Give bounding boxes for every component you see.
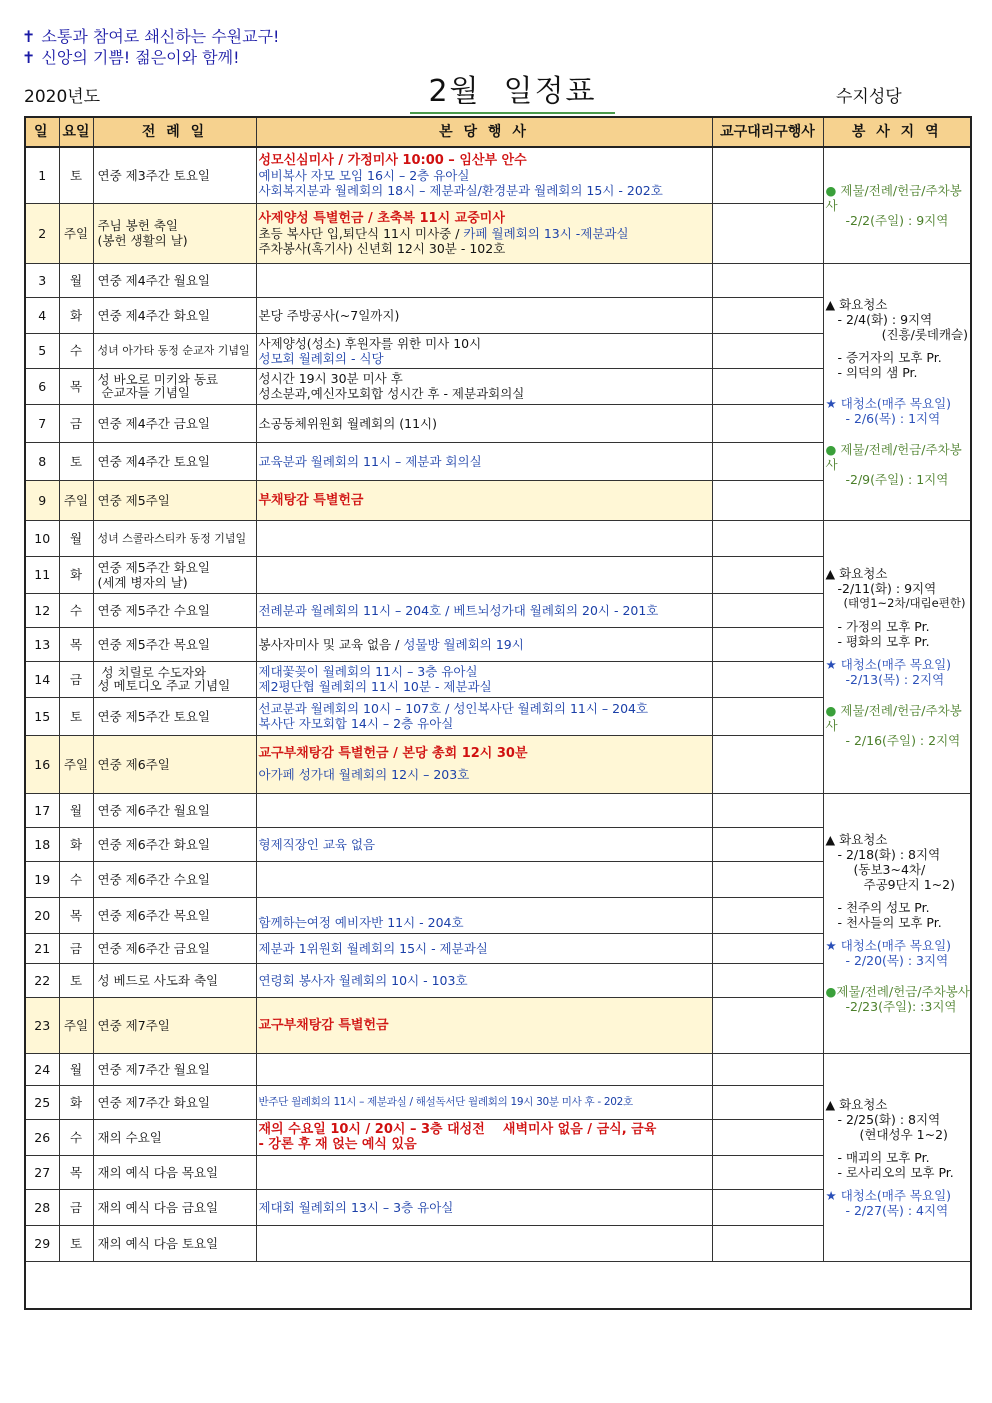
table-row: 26 수 재의 수요일 재의 수요일 10시 / 20시 – 3층 대성전 새벽미사 없음 / 금식, 금육 - 강론 후 재 얹는 예식 있음 (25, 1119, 971, 1155)
table-row: 14 금 성 치릴로 수도자와 성 메토디오 주교 기념일 제대꽃꽂이 월례회의 11시 – 3층 유아실 제2평단협 월례회의 11시 10분 - 제분과실 (25, 661, 971, 697)
table-row: 13 목 연중 제5주간 목요일 봉사자미사 및 교육 없음 / 성물방 월례회의 19시 (25, 627, 971, 661)
star-icon: ★ (825, 395, 837, 411)
vicar-cell (712, 203, 823, 263)
table-row: 23 주일 연중 제7주일 교구부채탕감 특별헌금 (25, 997, 971, 1053)
col-header-events: 본 당 행 사 (256, 117, 712, 147)
schedule-table (24, 116, 972, 1310)
events-cell (256, 147, 712, 203)
event-line: 성모신심미사 / 가정미사 10:00 – 임산부 안수 (258, 152, 527, 168)
col-header-vicar: 교구대리구행사 (712, 117, 823, 147)
green-circle-icon: ● (825, 182, 837, 198)
table-row: 19 수 연중 제6주간 수요일 (25, 861, 971, 897)
weekday-cell: 주일 (59, 203, 93, 263)
table-row: 28 금 재의 예식 다음 금요일 제대회 월례회의 13시 – 3층 유아실 (25, 1189, 971, 1225)
slogans (22, 26, 279, 68)
table-row: 5 수 성녀 아가타 동정 순교자 기념일 사제양성(성소) 후원자를 위한 미사 10시 성모회 월례회의 - 식당 (25, 333, 971, 368)
col-header-area: 봉 사 지 역 (823, 117, 971, 147)
star-icon: ★ (825, 656, 837, 672)
slogan-line-2: ✝ 신앙의 기쁨! 젊은이와 함께! (22, 48, 240, 67)
vicar-cell (712, 147, 823, 203)
table-row: 3 월 연중 제4주간 월요일 ▲ 화요청소 - 2/4(화) : 9지역 (진흥/롯데캐슬) - 증거자의 모후 Pr. - 의덕의 샘 Pr. ★ 대청소(매주 목요일) - 2/6(목) : 1지역 ● 제물/전례/헌금/주차봉사 -2/9(주일) : 1지역 (25, 263, 971, 297)
table-row (25, 147, 971, 203)
triangle-icon: ▲ (825, 296, 836, 312)
slogan-line-1: ✝ 소통과 참여로 쇄신하는 수원교구! (22, 27, 280, 46)
table-header-row (25, 117, 971, 147)
service-area-cell: ▲ 화요청소 - 2/18(화) : 8지역 (동보3~4차/ 주공9단지 1~2) - 천주의 성모 Pr. - 천사들의 모후 Pr. ★ 대청소(매주 목요일) - 2/20(목) : 3지역 ●제물/전례/헌금/주차봉사 -2/23(주일): :3지역 (823, 793, 971, 1053)
table-row: 21 금 연중 제6주간 금요일 제분과 1위원회 월례회의 15시 - 제분과실 (25, 933, 971, 963)
liturgy-cell: 연중 제3주간 토요일 (93, 147, 256, 203)
star-icon: ★ (825, 1187, 837, 1203)
table-row: 10 월 성녀 스콜라스티카 동정 기념일 ▲ 화요청소 -2/11(화) : 9지역 (태영1~2차/대림e편한) - 가정의 모후 Pr. - 평화의 모후 Pr. ★ 대청소(매주 목요일) -2/13(목) : 2지역 ● 제물/전례/헌금/주차봉사 - 2/16(주일) : 2지역 (25, 520, 971, 556)
cross-icon: ✝ (22, 27, 36, 46)
event-line: 초등 복사단 입,퇴단식 11시 미사중 / 카페 월례회의 13시 -제분과실 (258, 225, 629, 241)
table-row: 27 목 재의 예식 다음 목요일 (25, 1155, 971, 1189)
col-header-liturgy: 전 례 일 (93, 117, 256, 147)
star-icon: ★ (825, 938, 837, 953)
table-row: 18 화 연중 제6주간 화요일 형제직장인 교육 없음 (25, 827, 971, 861)
table-row: 7 금 연중 제4주간 금요일 소공동체위원회 월례회의 (11시) (25, 404, 971, 442)
green-circle-icon: ● (825, 984, 837, 999)
table-row: 4 화 연중 제4주간 화요일 본당 주방공사(~7일까지) (25, 297, 971, 333)
service-area-cell: ▲ 화요청소 - 2/25(화) : 8지역 (현대성우 1~2) - 매괴의 모후 Pr. - 로사리오의 모후 Pr. ★ 대청소(매주 목요일) - 2/27(목) : 4지역 (823, 1053, 971, 1261)
table-row: 22 토 성 베드로 사도좌 축일 연령회 봉사자 월례회의 10시 - 103호 (25, 963, 971, 997)
area-line: ▲ 화요청소 (825, 296, 888, 312)
cross-icon: ✝ (22, 48, 36, 67)
col-header-day: 일 (25, 117, 59, 147)
service-area-cell: ▲ 화요청소 - 2/4(화) : 9지역 (진흥/롯데캐슬) - 증거자의 모후 Pr. - 의덕의 샘 Pr. ★ 대청소(매주 목요일) - 2/6(목) : 1지역 ● 제물/전례/헌금/주차봉사 -2/9(주일) : 1지역 (823, 263, 971, 520)
event-line: 주차봉사(혹기사) 신년회 12시 30분 - 102호 (258, 240, 506, 256)
triangle-icon: ▲ (825, 565, 836, 581)
col-header-weekday: 요일 (59, 117, 93, 147)
table-row: 11 화 연중 제5주간 화요일 (세계 병자의 날) (25, 556, 971, 593)
table-row: 17 월 연중 제6주간 월요일 ▲ 화요청소 - 2/18(화) : 8지역 (동보3~4차/ 주공9단지 1~2) - 천주의 성모 Pr. - 천사들의 모후 Pr. ★ 대청소(매주 목요일) - 2/20(목) : 3지역 ●제물/전례/헌금/주차봉사 -2/23(주일): :3지역 (25, 793, 971, 827)
table-row: 16 주일 연중 제6주일 교구부채탕감 특별헌금 / 본당 총회 12시 30분 아가페 성가대 월례회의 12시 – 203호 (25, 735, 971, 793)
day-cell: 1 (25, 147, 59, 203)
area-line: -2/2(주일) : 9지역 (845, 212, 949, 228)
triangle-icon: ▲ (825, 1096, 836, 1112)
green-circle-icon: ● (825, 441, 837, 457)
area-line: ★ 대청소(매주 목요일) (825, 395, 952, 411)
table-row: 15 토 연중 제5주간 토요일 선교분과 월례회의 10시 – 107호 / 성인복사단 월례회의 11시 – 204호 복사단 자모회합 14시 – 2층 유아실 (25, 697, 971, 735)
day-cell: 2 (25, 203, 59, 263)
table-row: 9 주일 연중 제5주일 부채탕감 특별헌금 (25, 480, 971, 520)
green-circle-icon: ● (825, 702, 837, 718)
table-row: 8 토 연중 제4주간 토요일 교육분과 월례회의 11시 – 제분과 회의실 (25, 442, 971, 480)
liturgy-cell: 주님 봉헌 축일 (봉헌 생활의 날) (93, 203, 256, 263)
area-line: ● 제물/전례/헌금/주차봉사 (825, 182, 962, 213)
table-row: 24 월 연중 제7주간 월요일 ▲ 화요청소 - 2/25(화) : 8지역 (현대성우 1~2) - 매괴의 모후 Pr. - 로사리오의 모후 Pr. ★ 대청소(매주 목요일) - 2/27(목) : 4지역 (25, 1053, 971, 1085)
year-label: 2020년도 (24, 87, 101, 107)
table-row: 20 목 연중 제6주간 목요일 함께하는여정 예비자반 11시 - 204호 (25, 897, 971, 933)
parish-name: 수지성당 (836, 87, 902, 107)
table-footer-row (25, 1261, 971, 1309)
events-cell (256, 203, 712, 263)
table-row: 12 수 연중 제5주간 수요일 전례분과 월례회의 11시 – 204호 / 베트뇌성가대 월례회의 20시 - 201호 (25, 593, 971, 627)
page-title: 2월 일정표 (410, 66, 615, 114)
triangle-icon: ▲ (825, 832, 836, 847)
event-line: 사회복지분과 월례회의 18시 – 제분과실/환경분과 월례회의 15시 - 202호 (258, 182, 663, 198)
table-row: 29 토 재의 예식 다음 토요일 (25, 1225, 971, 1261)
table-row: 6 목 성 바오로 미키와 동료 순교자들 기념일 성시간 19시 30분 미사 후 성소분과,예신자모회합 성시간 후 - 제분과회의실 (25, 368, 971, 404)
event-line: 예비복사 자모 모임 16시 – 2층 유아실 (258, 167, 470, 183)
event-line: 사제양성 특별헌금 / 초축복 11시 교중미사 (258, 210, 505, 226)
service-area-cell: ▲ 화요청소 -2/11(화) : 9지역 (태영1~2차/대림e편한) - 가정의 모후 Pr. - 평화의 모후 Pr. ★ 대청소(매주 목요일) -2/13(목) : 2지역 ● 제물/전례/헌금/주차봉사 - 2/16(주일) : 2지역 (823, 520, 971, 793)
area-line: ● 제물/전례/헌금/주차봉사 (825, 441, 962, 472)
table-row: 25 화 연중 제7주간 화요일 반주단 월례회의 11시 – 제분과실 / 해설독서단 월례회의 19시 30분 미사 후 - 202호 (25, 1085, 971, 1119)
service-area-cell (823, 147, 971, 263)
weekday-cell: 토 (59, 147, 93, 203)
